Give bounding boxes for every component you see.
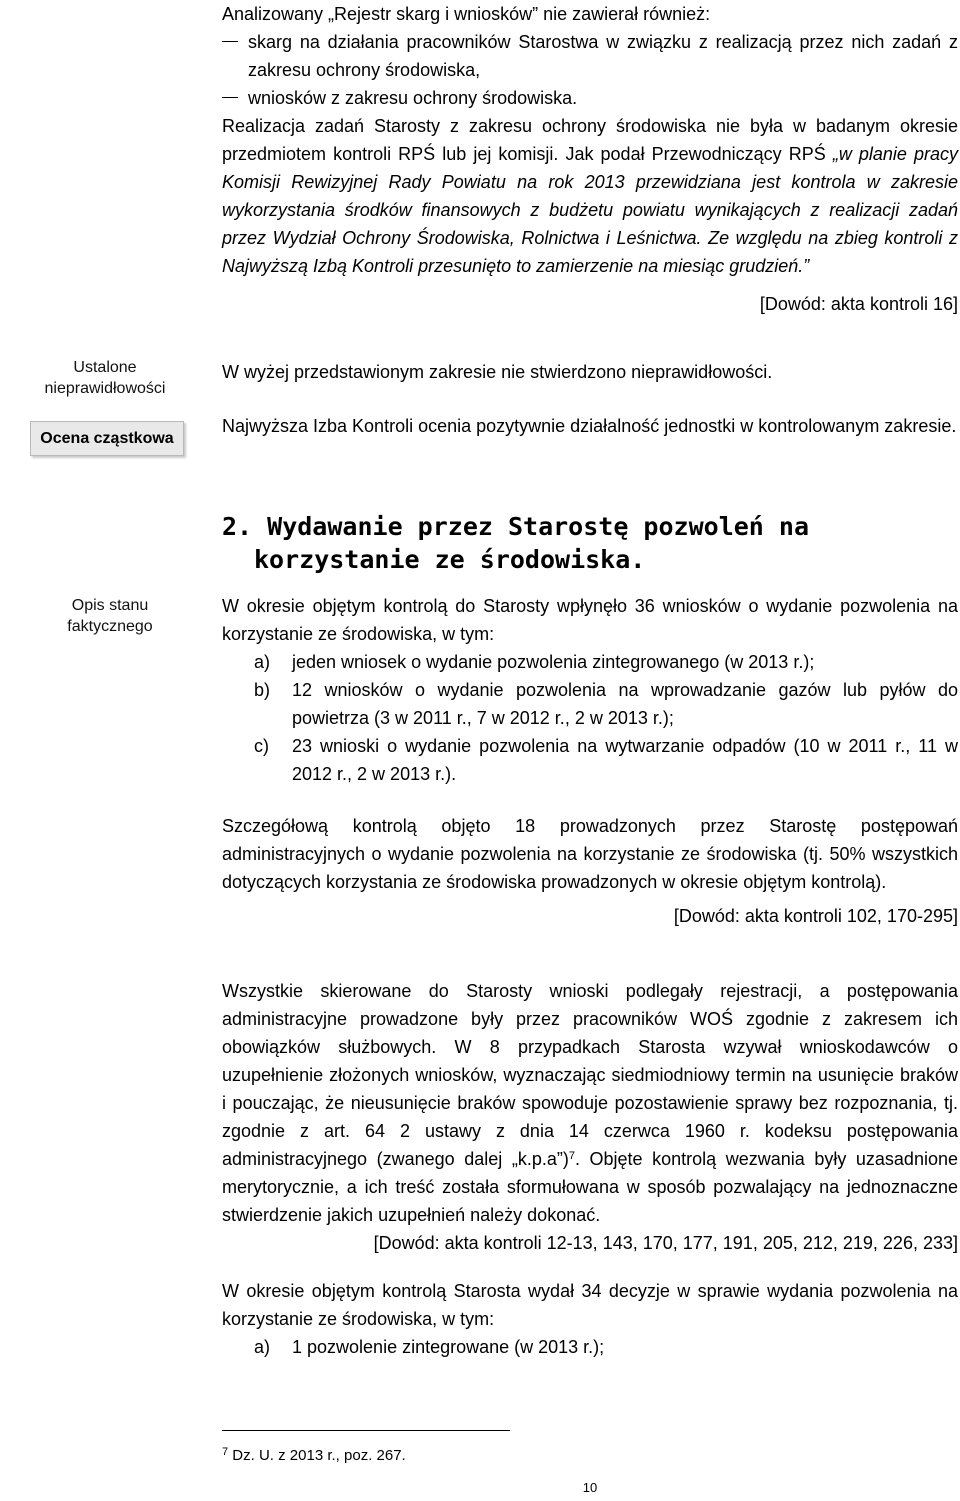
- section-heading: 2. Wydawanie przez Starostę pozwoleń na korzystanie ze środowiska.: [222, 512, 809, 574]
- no-irregularities-text: W wyżej przedstawionym zakresie nie stwierdzono nieprawidłowości.: [222, 362, 773, 382]
- list-text: 12 wniosków o wydanie pozwolenia na wprowadzanie gazów lub pyłów do powietrza (3 w 2011 r., 7 w 2012 r., 2 w 2013 r.);: [292, 680, 958, 728]
- quote-text: „w planie pracy Komisji Rewizyjnej Rady Powiatu na rok 2013 przewidziana jest kontrola w zakresie wykorzystania środków finansowych z budżetu powiatu wynikających z realizacji zadań przez Wydział Ochrony Środowiska, Rolnictwa i Leśnictwa. Ze względu na zbieg kontroli z Najwyższą Izbą Kontroli przesunięto to zamierzenie na miesiąc grudzień.”: [222, 144, 958, 276]
- footnote-text: Dz. U. z 2013 r., poz. 267.: [232, 1447, 406, 1464]
- section-2: [222, 510, 958, 576]
- detail-section: [222, 812, 958, 930]
- sidebar-opis: Opis stanu faktycznego: [67, 597, 153, 635]
- findings-section: [222, 358, 958, 386]
- detail-paragraph: Szczegółową kontrolą objęto 18 prowadzonych przez Starostę postępowań administracyjnych o wydanie pozwolenia na korzystanie ze środowiska (tj. 50% wszystkich dotyczących korzystania ze środowiska prowadzonych w okresie objętym kontrolą).: [222, 816, 958, 892]
- list-label: a): [254, 1337, 271, 1357]
- section-intro: W okresie objętym kontrolą do Starosty wpłynęło 36 wniosków o wydanie pozwolenia na korzystanie ze środowiska, w tym:: [222, 596, 958, 644]
- evidence-ref: [Dowód: akta kontroli 12-13, 143, 170, 177, 191, 205, 212, 219, 226, 233]: [373, 1233, 958, 1253]
- decisions-section: [222, 1277, 958, 1361]
- sidebar-ocena-box: Ocena cząstkowa: [30, 421, 184, 456]
- page-number: 10: [582, 1480, 598, 1495]
- list-label: b): [254, 680, 271, 700]
- evidence-ref: [Dowód: akta kontroli 102, 170-295]: [673, 906, 958, 926]
- evidence-ref: [Dowód: akta kontroli 16]: [759, 294, 958, 314]
- sidebar-ustalone: Ustalone nieprawidłowości: [44, 359, 166, 397]
- footnote-divider: [222, 1430, 510, 1431]
- intro-line: Analizowany „Rejestr skarg i wniosków” nie zawierał również:: [222, 4, 711, 24]
- list-item: [222, 1333, 958, 1361]
- paragraph-text: Wszystkie skierowane do Starosty wnioski podlegały rejestracji, a postępowania administracyjne prowadzone były przez pracowników WOŚ zgodnie z zakresem ich obowiązków służbowych. W 8 przypadkach Starosta wzywał wnioskodawców o uzupełnienie złożonych wniosków, wyznaczając siedmiodniowy termin na usunięcie braków i pouczając, że nieusunięcie braków spowoduje pozostawienie sprawy bez rozpoznania, tj. zgodnie z art. 64 2 ustawy z dnia 14 czerwca 1960 r. kodeksu postępowania administracyjnego (zwanego dalej „k.p.a”): [222, 981, 958, 1169]
- assessment-section: [222, 412, 958, 440]
- bullet-item: skarg na działania pracowników Starostwa w związku z realizacją przez nich zadań z zakresu ochrony środowiska,: [222, 28, 958, 84]
- bullet-item: wniosków z zakresu ochrony środowiska.: [222, 84, 958, 112]
- starosta-paragraph: [222, 112, 958, 280]
- list-text: 23 wnioski o wydanie pozwolenia na wytwarzanie odpadów (10 w 2011 r., 11 w 2012 r., 2 w 2013 r.).: [292, 736, 958, 784]
- list-item: [222, 732, 958, 788]
- list-item: [222, 676, 958, 732]
- paragraph-text: Realizacja zadań Starosty z zakresu ochrony środowiska nie była w badanym okresie przedmiotem kontroli RPŚ lub jej komisji. Jak podał Przewodniczący RPŚ: [222, 116, 958, 164]
- footnote-ref: 7: [568, 1150, 575, 1162]
- registration-section: [222, 977, 958, 1257]
- top-section: [222, 0, 958, 318]
- list-label: c): [254, 736, 269, 756]
- footnote: [222, 1446, 406, 1466]
- decisions-intro: W okresie objętym kontrolą Starosta wydał 34 decyzje w sprawie wydania pozwolenia na korzystanie ze środowiska, w tym:: [222, 1281, 958, 1329]
- assessment-text: Najwyższa Izba Kontroli ocenia pozytywnie działalność jednostki w kontrolowanym zakresie.: [222, 416, 957, 436]
- section-2-intro: [222, 592, 958, 788]
- paragraph-text: . Objęte kontrolą wezwania były uzasadnione merytorycznie, a ich treść została sformułowana w sposób pozwalający na jednoznaczne stwierdzenie jakich uzupełnień należy dokonać.: [222, 1149, 958, 1225]
- list-text: jeden wniosek o wydanie pozwolenia zintegrowanego (w 2013 r.);: [292, 652, 815, 672]
- list-text: 1 pozwolenie zintegrowane (w 2013 r.);: [292, 1337, 605, 1357]
- footnote-number: 7: [222, 1446, 229, 1458]
- list-label: a): [254, 652, 271, 672]
- list-item: [222, 648, 958, 676]
- registration-paragraph: [222, 977, 958, 1229]
